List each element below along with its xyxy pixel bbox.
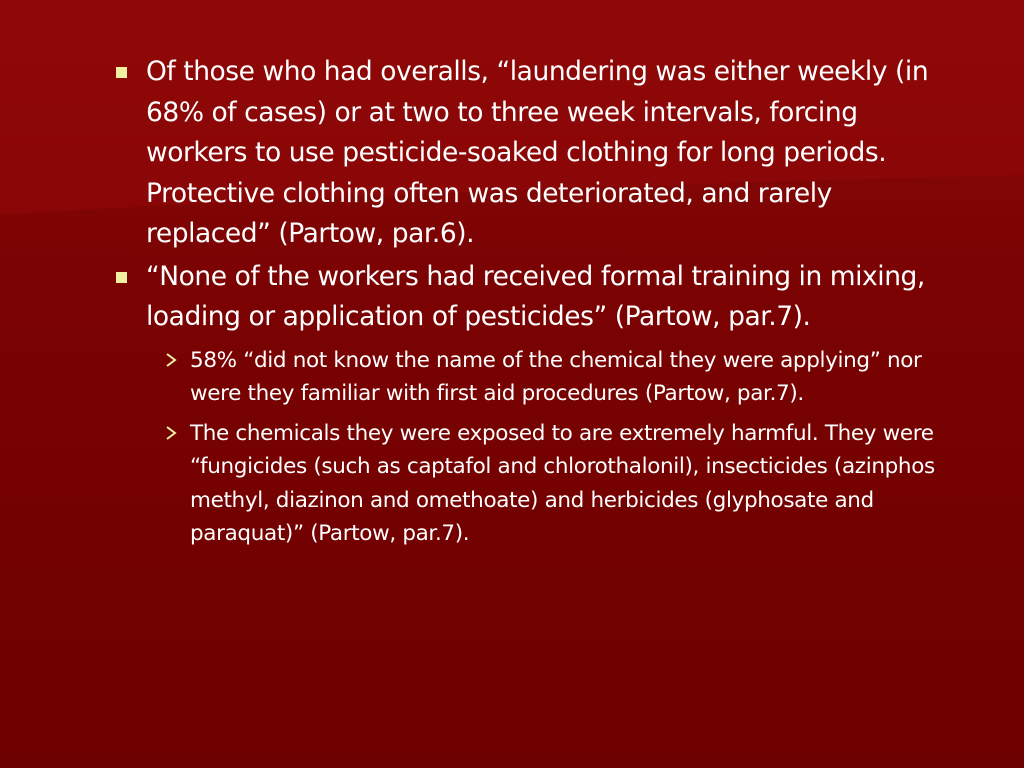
- square-bullet-icon: [116, 67, 127, 78]
- arrow-bullet-icon: [164, 352, 178, 368]
- arrow-bullet-icon: [164, 425, 178, 441]
- bullet-item: [112, 52, 962, 255]
- sub-bullet-item: [112, 344, 962, 411]
- bullet-text: Of those who had overalls, “laundering was either weekly (in 68% of cases) or at two to three week intervals, forcing workers to use pesticide-soaked clothing for long periods. Protective clothing often was deteriorated, and rarely replaced” (Partow, par.6).: [146, 56, 929, 249]
- bullet-text: “None of the workers had received formal training in mixing, loading or application of pesticides” (Partow, par.7).: [146, 260, 925, 332]
- slide-body: [112, 52, 962, 555]
- sub-bullet-item: [112, 417, 962, 551]
- sub-bullet-text: 58% “did not know the name of the chemical they were applying” nor were they familiar with first aid procedures (Partow, par.7).: [190, 347, 922, 406]
- bullet-item: [112, 257, 962, 338]
- square-bullet-icon: [116, 272, 127, 283]
- sub-bullet-text: The chemicals they were exposed to are extremely harmful. They were “fungicides (such as captafol and chlorothalonil), insecticides (azinphos methyl, diazinon and omethoate) and herbicides (glyphosate and paraquat)” (Partow, par.7).: [190, 420, 935, 546]
